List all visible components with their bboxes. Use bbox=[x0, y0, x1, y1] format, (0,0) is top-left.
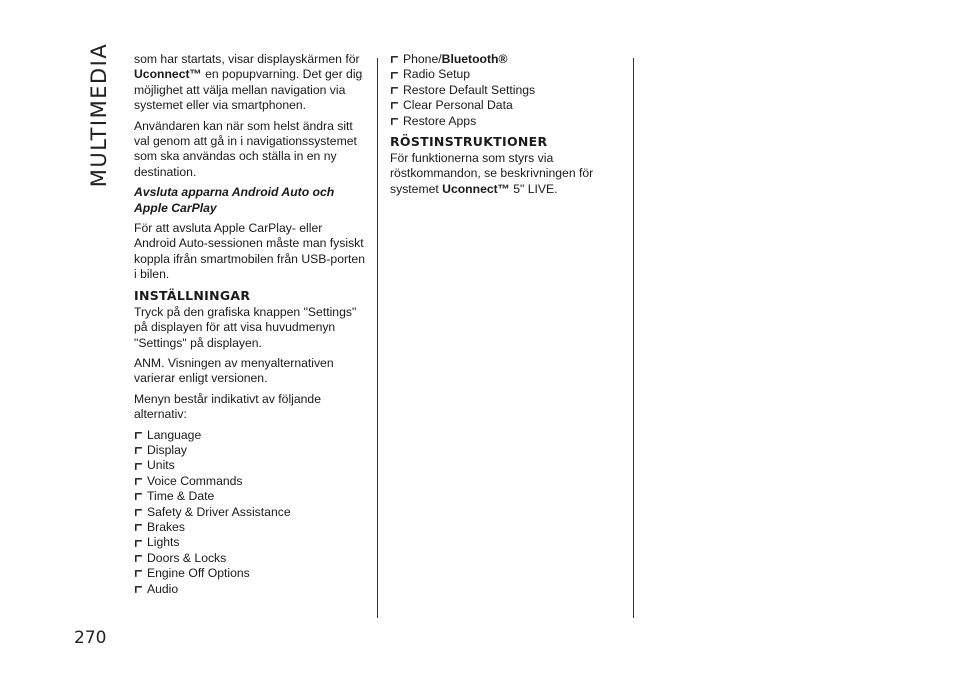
heading-settings: INSTÄLLNINGAR bbox=[134, 287, 251, 303]
checkbox-bullet-icon bbox=[134, 554, 143, 563]
settings-menu-list bbox=[134, 428, 366, 597]
list-item-label: Engine Off Options bbox=[147, 566, 250, 581]
list-item-label: Brakes bbox=[147, 519, 185, 534]
column-right bbox=[390, 52, 622, 202]
text: 5" LIVE. bbox=[509, 181, 558, 196]
column-divider bbox=[377, 58, 378, 618]
checkbox-bullet-icon bbox=[134, 492, 143, 501]
list-item-label: Restore Apps bbox=[403, 113, 477, 128]
checkbox-bullet-icon bbox=[134, 462, 143, 471]
text: en popupvarning. Det ger dig möjlighet att välja mellan navigation via systemet eller via smartphonen. bbox=[134, 67, 363, 113]
list-item-label: Radio Setup bbox=[403, 67, 471, 82]
checkbox-bullet-icon bbox=[390, 86, 399, 95]
page-number: 270 bbox=[74, 628, 107, 648]
paragraph-menu-intro: Menyn består indikativt av följande alternativ: bbox=[134, 391, 321, 422]
list-item-label: Clear Personal Data bbox=[403, 98, 513, 113]
list-item bbox=[134, 535, 366, 550]
text: Phone/ bbox=[403, 52, 442, 66]
checkbox-bullet-icon bbox=[390, 71, 399, 80]
list-item-label: Safety & Driver Assistance bbox=[147, 504, 291, 519]
checkbox-bullet-icon bbox=[134, 585, 143, 594]
list-item-label: Units bbox=[147, 458, 175, 473]
checkbox-bullet-icon bbox=[390, 101, 399, 110]
paragraph-change: Användaren kan när som helst ändra sitt val genom att gå in i navigationssystemet som ska användas och ställa in en ny destination. bbox=[134, 118, 357, 179]
text: För funktionerna som styrs via röstkommandon, se beskrivningen för systemet bbox=[390, 151, 594, 196]
text: som har startats, visar displayskärmen för bbox=[134, 52, 360, 66]
brand-name: Uconnect™ bbox=[134, 67, 202, 82]
list-item-label: Restore Default Settings bbox=[403, 82, 536, 97]
brand-name: Uconnect™ bbox=[442, 181, 510, 196]
section-side-title bbox=[84, 40, 114, 190]
column-left bbox=[134, 52, 366, 601]
subheading-exit-apps: Avsluta apparna Android Auto och Apple CarPlay bbox=[134, 185, 335, 215]
list-item-label: Doors & Locks bbox=[147, 550, 227, 565]
heading-voice-instructions: RÖSTINSTRUKTIONER bbox=[390, 134, 548, 150]
checkbox-bullet-icon bbox=[134, 431, 143, 440]
checkbox-bullet-icon bbox=[390, 117, 399, 126]
list-item-label: Display bbox=[147, 442, 187, 457]
checkbox-bullet-icon bbox=[134, 569, 143, 578]
list-item-label: Audio bbox=[147, 581, 179, 596]
list-item bbox=[134, 428, 366, 443]
paragraph-exit: För att avsluta Apple CarPlay- eller Android Auto-sessionen måste man fysiskt koppla ifrån smartmobilen från USB-porten i bilen. bbox=[134, 221, 365, 282]
list-item bbox=[390, 98, 622, 113]
section-title-text: MULTIMEDIA bbox=[87, 42, 111, 188]
checkbox-bullet-icon bbox=[134, 523, 143, 532]
settings-menu-list-continued bbox=[390, 52, 622, 129]
paragraph-intro bbox=[134, 52, 366, 114]
list-item bbox=[134, 582, 366, 597]
list-item-label: Voice Commands bbox=[147, 473, 243, 488]
brand-name: Bluetooth® bbox=[441, 52, 508, 66]
list-item bbox=[134, 566, 366, 581]
list-item bbox=[134, 443, 366, 458]
checkbox-bullet-icon bbox=[390, 55, 399, 64]
checkbox-bullet-icon bbox=[134, 508, 143, 517]
list-item-label: Time & Date bbox=[147, 489, 215, 504]
checkbox-bullet-icon bbox=[134, 446, 143, 455]
list-item bbox=[134, 520, 366, 535]
checkbox-bullet-icon bbox=[134, 477, 143, 486]
list-item bbox=[390, 52, 622, 67]
checkbox-bullet-icon bbox=[134, 539, 143, 548]
paragraph-voice bbox=[390, 151, 622, 197]
list-item bbox=[390, 67, 622, 82]
column-divider bbox=[633, 58, 634, 618]
list-item bbox=[134, 551, 366, 566]
paragraph-note: ANM. Visningen av menyalternativen varierar enligt versionen. bbox=[134, 355, 334, 386]
list-item bbox=[390, 83, 622, 98]
list-item bbox=[134, 505, 366, 520]
list-item bbox=[390, 114, 622, 129]
paragraph-settings: Tryck på den grafiska knappen "Settings" på displayen för att visa huvudmenyn "Settings" på displayen. bbox=[134, 304, 357, 350]
list-item bbox=[134, 458, 366, 473]
list-item bbox=[134, 489, 366, 504]
list-item-label: Lights bbox=[147, 535, 180, 550]
list-item-label: Language bbox=[147, 427, 202, 442]
list-item bbox=[134, 474, 366, 489]
